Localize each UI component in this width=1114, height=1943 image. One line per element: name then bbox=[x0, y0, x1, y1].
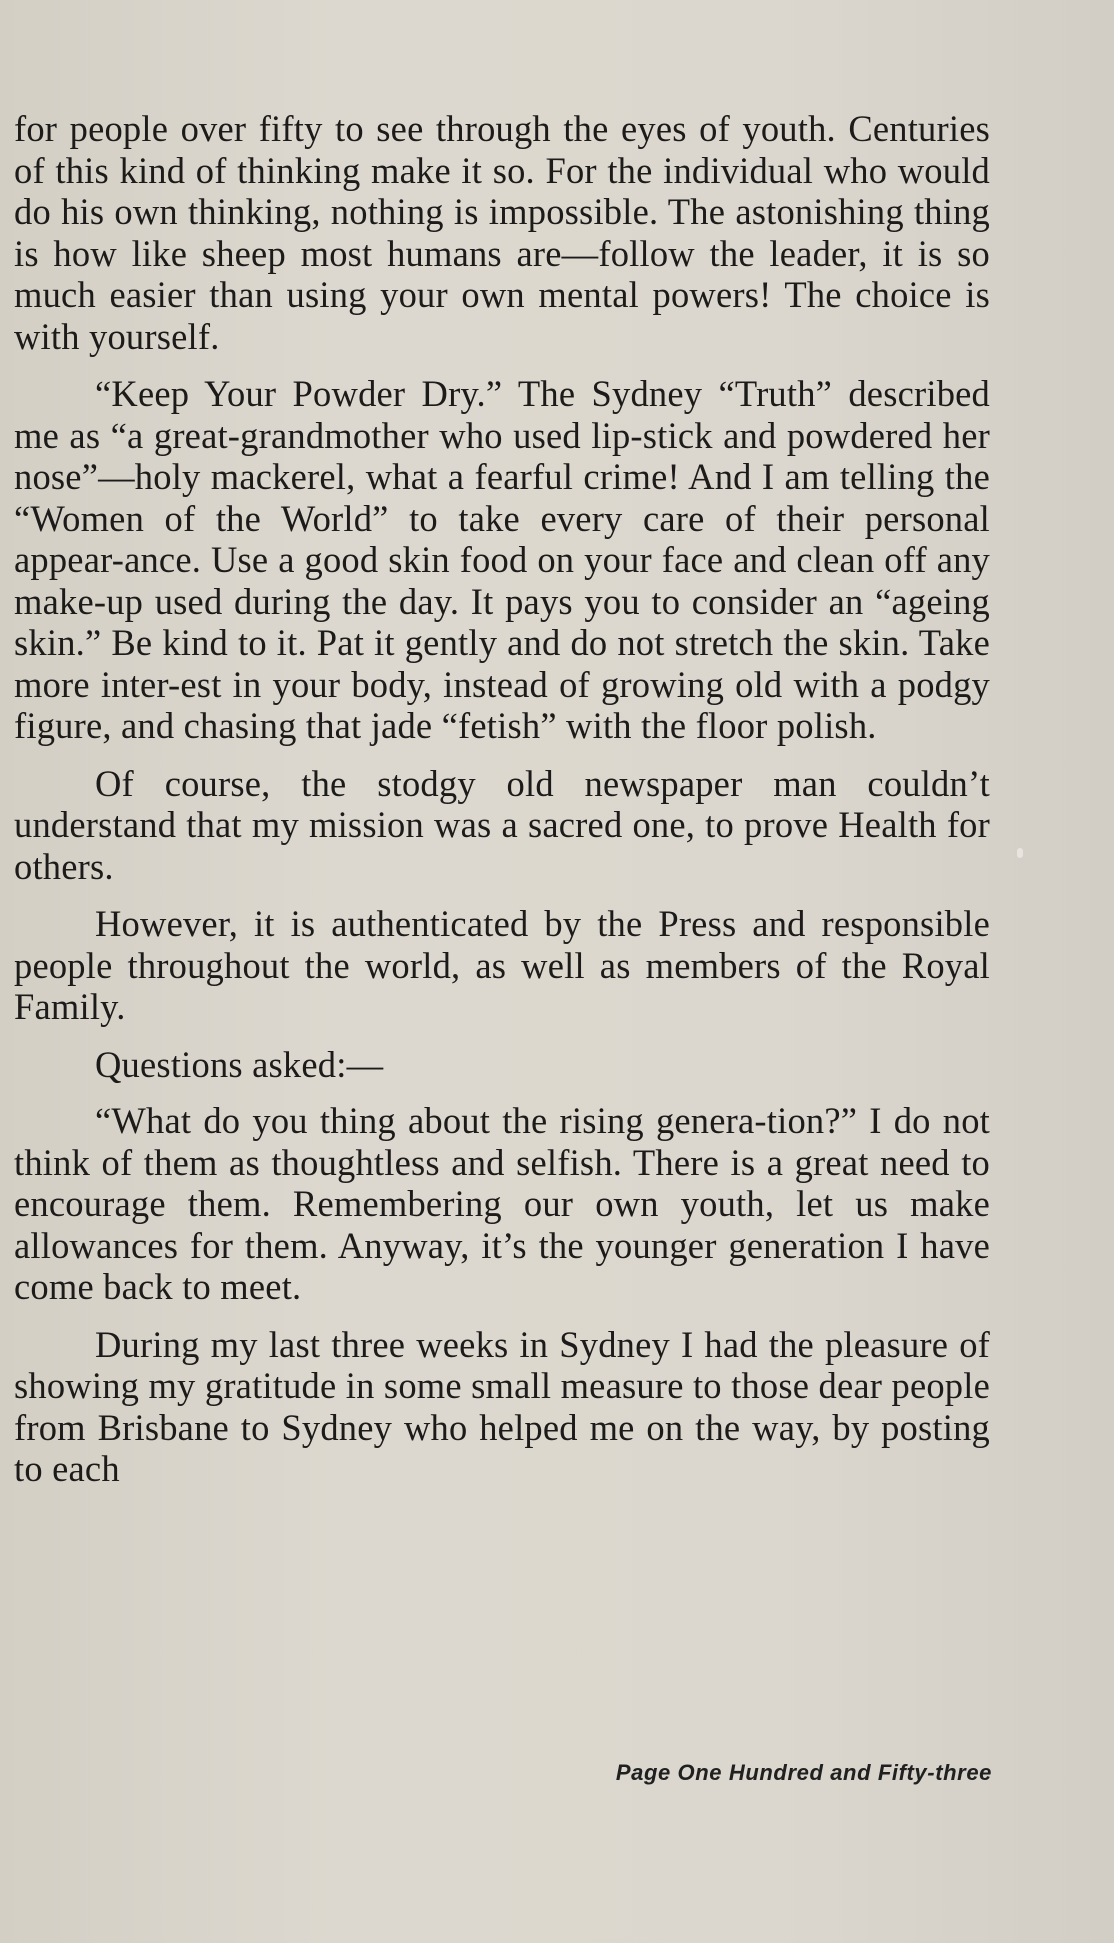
paper-speck bbox=[1017, 848, 1023, 858]
paragraph-1: for people over fifty to see through the eyes of youth. Centuries of this kind of thinking make it so. For the individual who would do his own thinking, nothing is impossible. The astonishing thing is how like sheep most humans are—follow the leader, it is so much easier than using your own mental powers! The choice is with yourself. bbox=[14, 108, 990, 357]
page-number-footer: Page One Hundred and Fifty-three bbox=[615, 1760, 992, 1785]
paragraph-3: Of course, the stodgy old newspaper man couldn’t understand that my mission was a sacred one, to prove Health for others. bbox=[14, 762, 990, 887]
paragraph-7: During my last three weeks in Sydney I had the pleasure of showing my gratitude in some small measure to those dear people from Brisbane to Sydney who helped me on the way, by posting to each bbox=[14, 1323, 990, 1489]
page-body bbox=[14, 108, 990, 1490]
paragraph-5: Questions asked:— bbox=[95, 1043, 384, 1085]
paragraph-6: “What do you thing about the rising genera-tion?” I do not think of them as thoughtless and selfish. There is a great need to encourage them. Remembering our own youth, let us make allowances for them. Anyway, it’s the younger generation I have come back to meet. bbox=[14, 1100, 990, 1307]
paragraph-2: “Keep Your Powder Dry.” The Sydney “Truth” described me as “a great-grandmother who used lip-stick and powdered her nose”—holy mackerel, what a fearful crime! And I am telling the “Women of the World” to take every care of their personal appear-ance. Use a good skin food on your face and clean off any make-up used during the day. It pays you to consider an “ageing skin.” Be kind to it. Pat it gently and do not stretch the skin. Take more inter-est in your body, instead of growing old with a podgy figure, and chasing that jade “fetish” with the floor polish. bbox=[14, 373, 990, 746]
paragraph-4: However, it is authenticated by the Press and responsible people throughout the world, as well as members of the Royal Family. bbox=[14, 903, 990, 1027]
